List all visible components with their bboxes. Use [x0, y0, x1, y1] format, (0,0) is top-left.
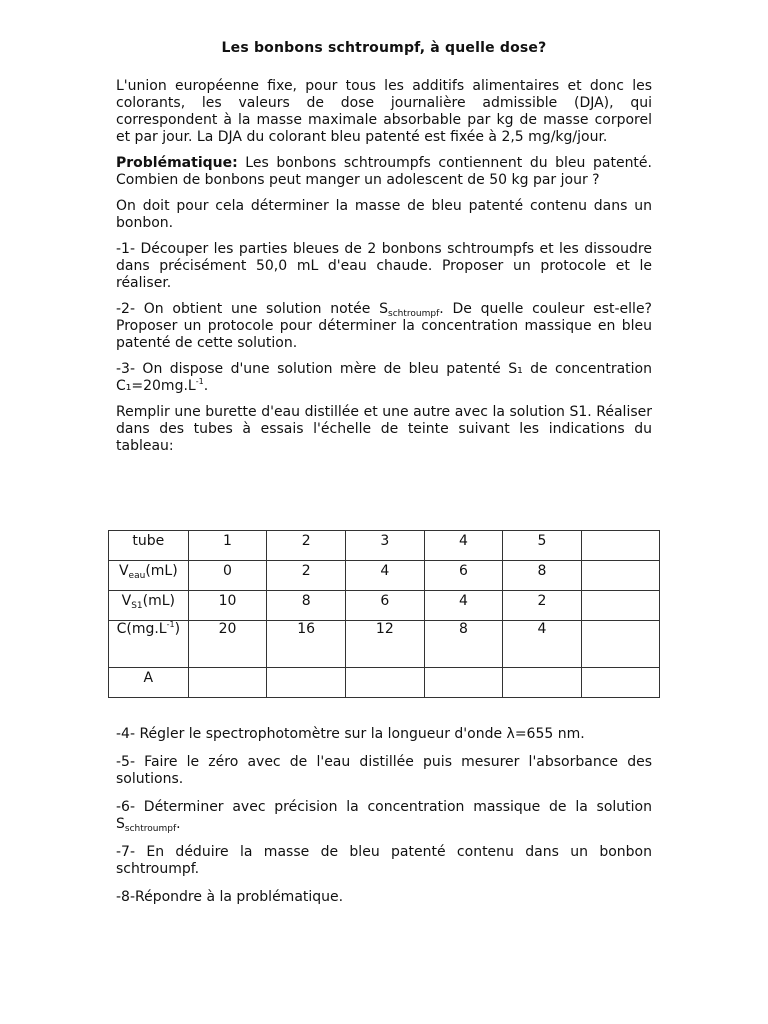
- step-8-paragraph: -8-Répondre à la problématique.: [116, 889, 344, 905]
- veau-sub: eau: [128, 571, 146, 581]
- row-header-tube: tube: [109, 531, 189, 561]
- table-cell: 4: [346, 561, 425, 591]
- table-cell: [267, 668, 346, 698]
- row-header-vs1: [109, 591, 189, 621]
- table-row-veau: [109, 561, 660, 591]
- step-7-paragraph: -7- En déduire la masse de bleu patenté contenu dans un bonbon schtroumpf.: [116, 844, 652, 877]
- table-cell: 3: [346, 531, 425, 561]
- table-row-vs1: [109, 591, 660, 621]
- table-row-concentration: [109, 621, 660, 668]
- table-cell: 10: [188, 591, 267, 621]
- document-body: [116, 40, 652, 464]
- table-cell: 8: [503, 561, 581, 591]
- vs1-unit: (mL): [142, 593, 176, 609]
- step-2-after: . De quelle couleur est-elle? Proposer un protocole pour déterminer la concentration massique en bleu patenté de cette solution.: [116, 301, 652, 351]
- table-cell: [188, 668, 267, 698]
- step-2-subscript: schtroumpf: [388, 309, 440, 319]
- step-3-line: -3- On dispose d'une solution mère de bleu patenté S₁ de concentration C₁=20mg.L: [116, 361, 652, 394]
- conc-end: ): [174, 621, 181, 637]
- step-0-paragraph: On doit pour cela déterminer la masse de bleu patenté contenu dans un bonbon.: [116, 198, 652, 231]
- dilution-table: [108, 530, 660, 698]
- step-3-superscript: -1: [195, 377, 204, 386]
- step-5-paragraph: -5- Faire le zéro avec de l'eau distillée puis mesurer l'absorbance des solutions.: [116, 754, 652, 787]
- vs1-main: V: [121, 593, 132, 609]
- table-cell: 2: [503, 591, 581, 621]
- table-cell: [581, 621, 659, 668]
- row-header-absorbance: A: [109, 668, 189, 698]
- step-3-paragraph: [116, 361, 652, 395]
- step-6-subscript: schtroumpf: [124, 824, 177, 834]
- page-title: Les bonbons schtroumpf, à quelle dose?: [221, 40, 547, 56]
- intro-paragraph: L'union européenne fixe, pour tous les additifs alimentaires et donc les colorants, les valeurs de dose journalière admissible (DJA), qui correspondent à la masse maximale absorbable par kg de masse corporel et par jour. La DJA du colorant bleu patenté est fixée à 2,5 mg/kg/jour.: [116, 78, 652, 145]
- table-cell: [581, 561, 659, 591]
- table-cell: 2: [267, 531, 346, 561]
- row-header-concentration: [109, 621, 189, 668]
- table-cell: 6: [424, 561, 502, 591]
- table-cell: [581, 668, 659, 698]
- step-2-before: -2- On obtient une solution notée S: [116, 301, 389, 317]
- instructions-continued: [116, 726, 652, 917]
- vs1-sub: S1: [131, 601, 143, 611]
- table-cell: [346, 668, 425, 698]
- step-2-paragraph: [116, 301, 652, 352]
- table-cell: [581, 591, 659, 621]
- step-6-after: .: [176, 816, 181, 832]
- table-cell: 16: [267, 621, 346, 668]
- problem-paragraph: [116, 155, 652, 189]
- veau-main: V: [118, 563, 129, 579]
- table-cell: 4: [424, 591, 502, 621]
- table-cell: 4: [503, 621, 581, 668]
- table-cell: 5: [503, 531, 581, 561]
- table-cell: 12: [346, 621, 425, 668]
- table-cell: 4: [424, 531, 502, 561]
- table-cell: 20: [188, 621, 267, 668]
- table-cell: 0: [188, 561, 267, 591]
- conc-sup: -1: [166, 620, 175, 629]
- table-cell: [581, 531, 659, 561]
- row-header-veau: [109, 561, 189, 591]
- problem-text: Les bonbons schtroumpfs contiennent du bleu patenté. Combien de bonbons peut manger un adolescent de 50 kg par jour ?: [116, 155, 652, 188]
- table-row-tube: [109, 531, 660, 561]
- table-cell: 2: [267, 561, 346, 591]
- veau-unit: (mL): [145, 563, 178, 579]
- problem-label: Problématique:: [116, 155, 238, 171]
- table-cell: 8: [267, 591, 346, 621]
- table-cell: 1: [188, 531, 267, 561]
- step-6-before: -6- Déterminer avec précision la concentration massique de la solution S: [116, 799, 652, 832]
- fill-paragraph: Remplir une burette d'eau distillée et une autre avec la solution S1. Réaliser dans des tubes à essais l'échelle de teinte suivant les indications du tableau:: [116, 404, 652, 454]
- step-6-paragraph: [116, 799, 652, 833]
- table-row-absorbance: [109, 668, 660, 698]
- table-cell: 6: [346, 591, 425, 621]
- table-cell: [424, 668, 502, 698]
- table-cell: [503, 668, 581, 698]
- step-4-paragraph: -4- Régler le spectrophotomètre sur la longueur d'onde λ=655 nm.: [116, 726, 585, 742]
- conc-main: C(mg.L: [116, 621, 167, 637]
- step-1-paragraph: -1- Découper les parties bleues de 2 bonbons schtroumpfs et les dissoudre dans précisément 50,0 mL d'eau chaude. Proposer un protocole et le réaliser.: [116, 241, 652, 291]
- step-3-end: .: [203, 378, 209, 394]
- table-cell: 8: [424, 621, 502, 668]
